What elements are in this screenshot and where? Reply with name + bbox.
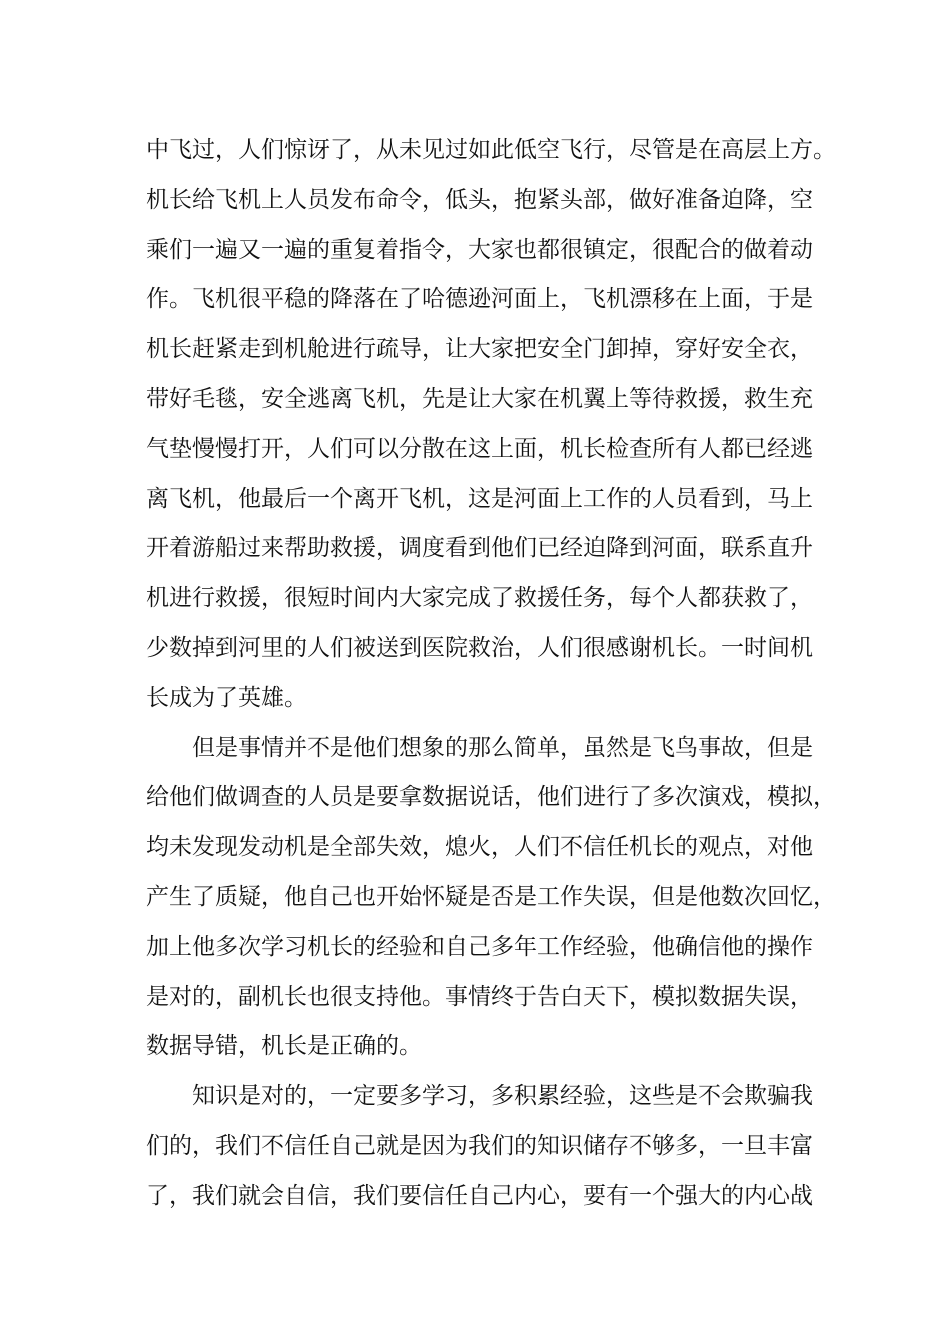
text-line: 机长赶紧走到机舱进行疏导，让大家把安全门卸掉，穿好安全衣， [146,336,813,363]
text-line: 乘们一遍又一遍的重复着指令，大家也都很镇定，很配合的做着动 [146,236,813,263]
text-line: 均未发现发动机是全部失效，熄火，人们不信任机长的观点，对他 [146,834,813,861]
text-line: 给他们做调查的人员是要拿数据说话，他们进行了多次演戏，模拟， [146,784,836,811]
document-body [146,126,836,1222]
text-line: 开着游船过来帮助救援，调度看到他们已经迫降到河面，联系直升 [146,535,813,562]
text-line: 产生了质疑，他自己也开始怀疑是否是工作失误，但是他数次回忆， [146,883,836,910]
text-line: 了，我们就会自信，我们要信任自己内心，要有一个强大的内心战 [146,1182,813,1209]
text-line: 气垫慢慢打开，人们可以分散在这上面，机长检查所有人都已经逃 [146,435,813,462]
text-line: 长成为了英雄。 [146,684,307,711]
text-line: 是对的，副机长也很支持他。事情终于告白天下，模拟数据失误， [146,983,813,1010]
text-line: 作。飞机很平稳的降落在了哈德逊河面上，飞机漂移在上面，于是 [146,286,813,313]
text-line: 机进行救援，很短时间内大家完成了救援任务，每个人都获救了， [146,585,813,612]
text-line: 中飞过，人们惊讶了，从未见过如此低空飞行，尽管是在高层上方。 [146,137,836,163]
paragraph-first-line: 知识是对的，一定要多学习，多积累经验，这些是不会欺骗我 [192,1083,813,1110]
text-line: 带好毛毯，安全逃离飞机，先是让大家在机翼上等待救援，救生充 [146,385,813,412]
paragraph-first-line: 但是事情并不是他们想象的那么简单，虽然是飞鸟事故，但是 [192,734,813,761]
text-line: 离飞机，他最后一个离开飞机，这是河面上工作的人员看到，马上 [146,485,813,512]
text-line: 数据导错，机长是正确的。 [146,1033,422,1060]
text-line: 加上他多次学习机长的经验和自己多年工作经验，他确信他的操作 [146,933,813,960]
text-line: 少数掉到河里的人们被送到医院救治，人们很感谢机长。一时间机 [146,634,813,661]
text-line: 机长给飞机上人员发布命令，低头，抱紧头部，做好准备迫降，空 [146,186,813,213]
text-line: 们的，我们不信任自己就是因为我们的知识储存不够多，一旦丰富 [146,1132,813,1159]
